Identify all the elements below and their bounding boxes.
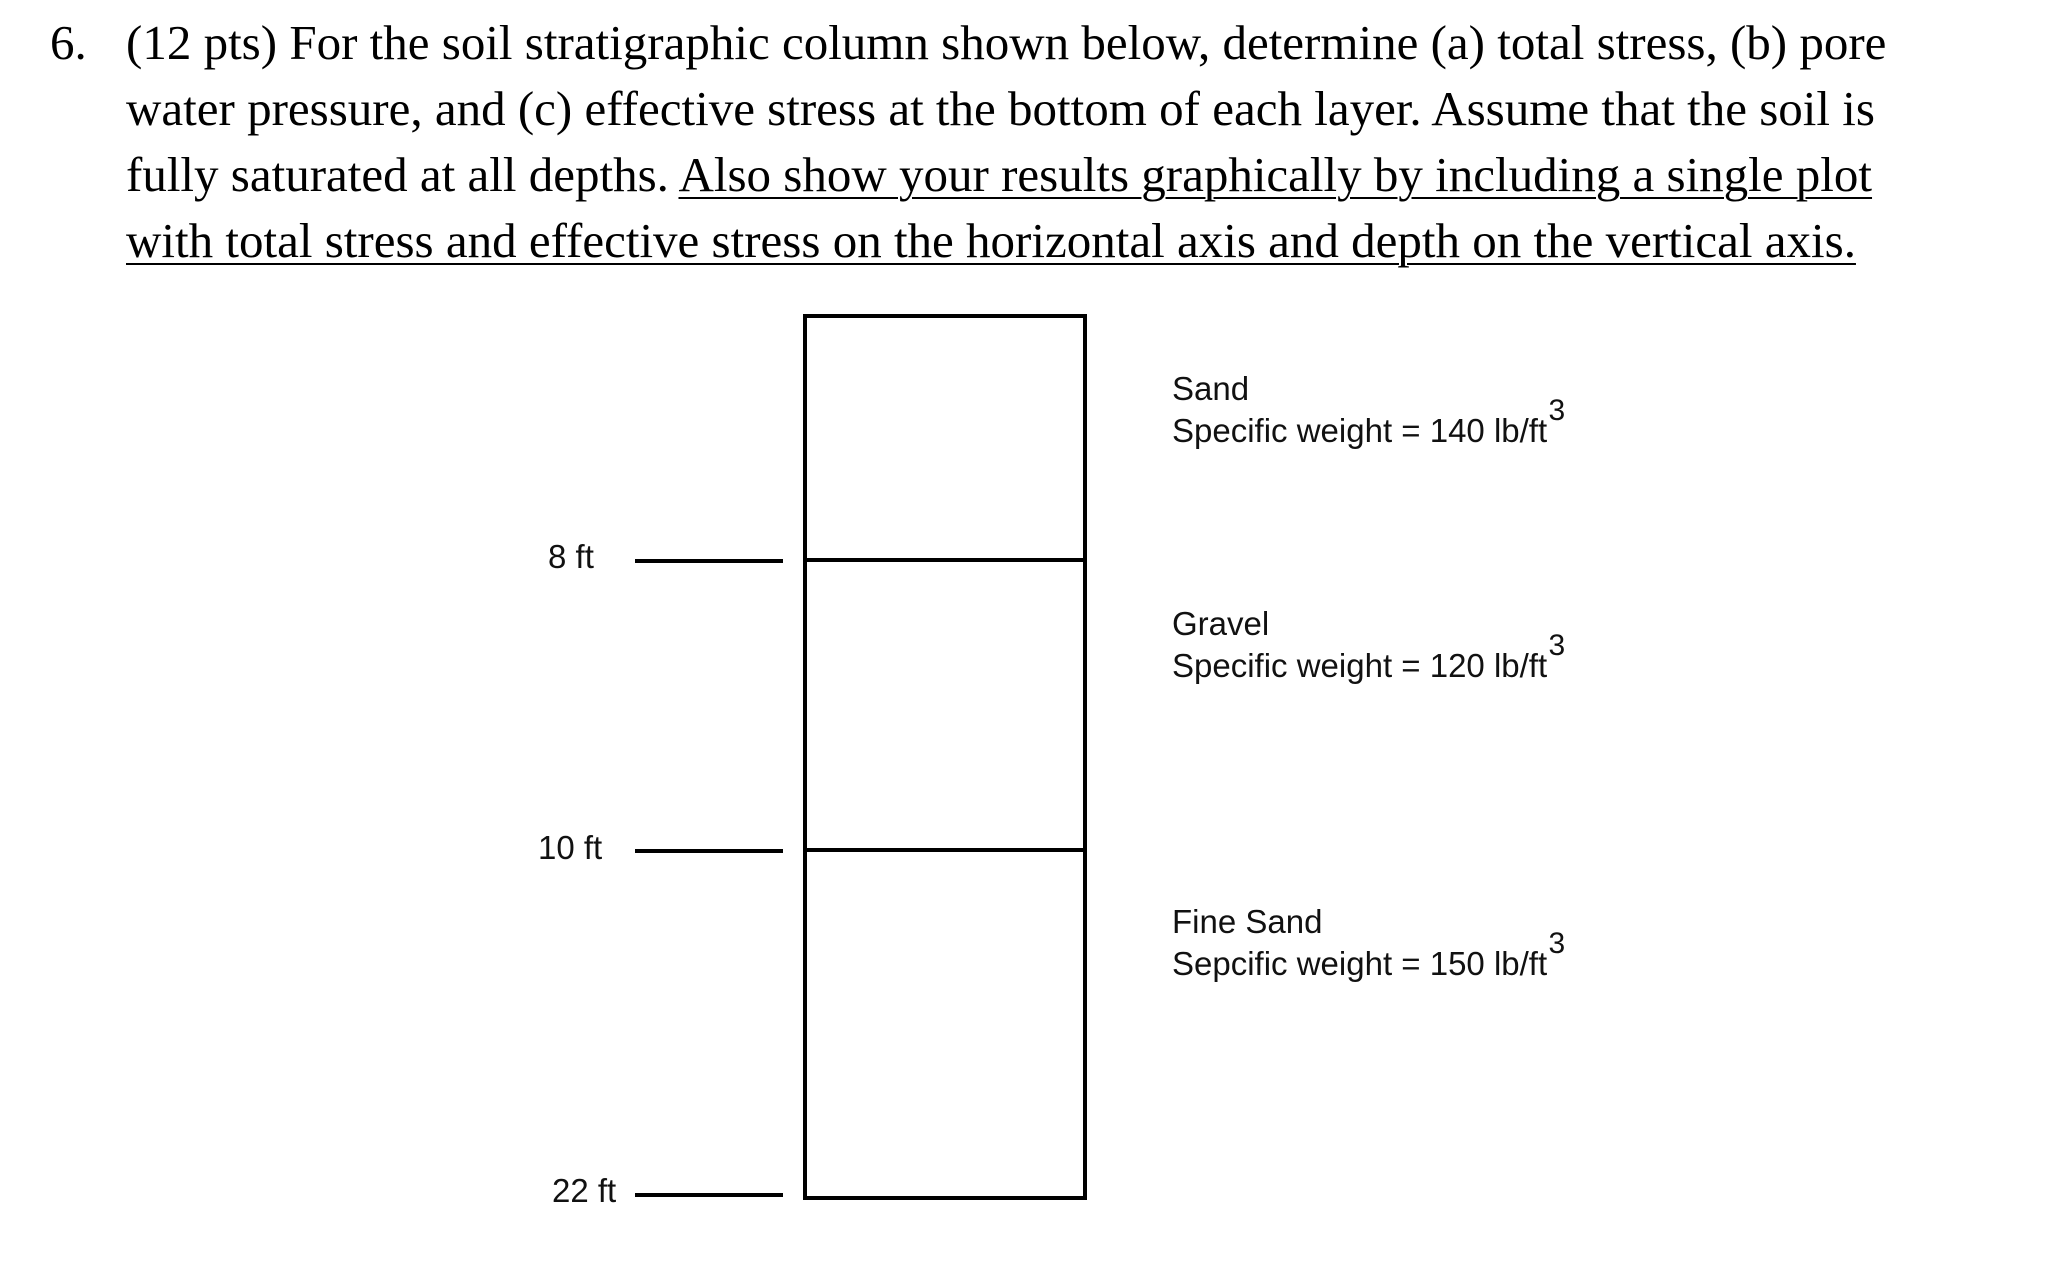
problem-line-1: (12 pts) For the soil stratigraphic column shown below, determine (a) total stress, (b) pore bbox=[126, 15, 1887, 70]
soil-column bbox=[803, 314, 1087, 1200]
problem-line-3-plain: fully saturated at all depths. bbox=[126, 147, 679, 202]
layer-sand-name: Sand bbox=[1172, 370, 1250, 407]
depth-label-8ft: 8 ft bbox=[548, 538, 594, 575]
layer-gravel-exponent: 3 bbox=[1548, 629, 1566, 662]
layer-sand-description bbox=[1172, 368, 1566, 452]
problem-line-2: water pressure, and (c) effective stress at the bottom of each layer. Assume that the soil is bbox=[126, 81, 1875, 136]
depth-tick-8ft bbox=[635, 559, 783, 563]
problem-line-3-underlined: Also show your results graphically by including a single plot bbox=[678, 147, 1873, 202]
problem-line-4-underlined: with total stress and effective stress on the horizontal axis and depth on the vertical axis. bbox=[126, 213, 1856, 268]
layer-gravel-description bbox=[1172, 603, 1566, 687]
layer-gravel-weight: Specific weight = 120 lb/ft bbox=[1172, 647, 1548, 684]
layer-boundary-gravel-finesand bbox=[803, 848, 1087, 852]
layer-gravel-name: Gravel bbox=[1172, 605, 1270, 642]
layer-finesand-name: Fine Sand bbox=[1172, 903, 1323, 940]
depth-tick-22ft bbox=[635, 1193, 783, 1197]
layer-boundary-sand-gravel bbox=[803, 558, 1087, 562]
layer-finesand-description bbox=[1172, 901, 1566, 985]
depth-label-10ft: 10 ft bbox=[538, 829, 603, 866]
depth-tick-10ft bbox=[635, 849, 783, 853]
layer-finesand-weight: Sepcific weight = 150 lb/ft bbox=[1172, 945, 1548, 982]
layer-sand-weight: Specific weight = 140 lb/ft bbox=[1172, 412, 1548, 449]
depth-label-22ft: 22 ft bbox=[552, 1172, 617, 1209]
layer-sand-exponent: 3 bbox=[1548, 394, 1566, 427]
problem-number: 6. bbox=[50, 15, 87, 70]
layer-finesand-exponent: 3 bbox=[1548, 927, 1566, 960]
